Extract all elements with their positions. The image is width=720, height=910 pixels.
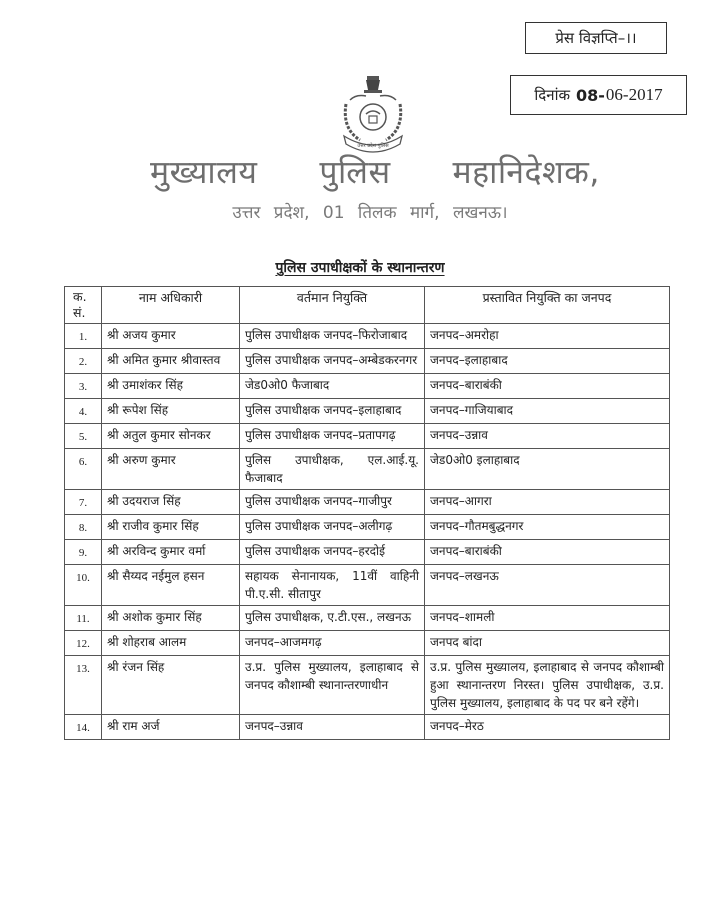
- date-box: [510, 75, 687, 115]
- current-posting-cell: पुलिस उपाधीक्षक, ए.टी.एस., लखनऊ: [240, 606, 425, 631]
- proposed-posting-cell: जनपद–बाराबंकी: [425, 374, 670, 399]
- serial-cell: 5.: [65, 424, 102, 449]
- proposed-posting-cell: जनपद–बाराबंकी: [425, 540, 670, 565]
- proposed-posting-cell: जनपद–शामली: [425, 606, 670, 631]
- proposed-posting-cell: जनपद–उन्नाव: [425, 424, 670, 449]
- table-row: [65, 424, 670, 449]
- date-day: 08-: [576, 85, 605, 105]
- current-posting-cell: पुलिस उपाधीक्षक जनपद–अलीगढ़: [240, 515, 425, 540]
- serial-cell: 11.: [65, 606, 102, 631]
- date-label: दिनांक: [534, 86, 570, 104]
- current-posting-cell: पुलिस उपाधीक्षक जनपद–हरदोई: [240, 540, 425, 565]
- headquarters-address: उत्तर प्रदेश, 01 तिलक मार्ग, लखनऊ।: [232, 203, 508, 223]
- date-rest: 06-2017: [605, 85, 663, 104]
- current-posting-cell: सहायक सेनानायक, 11वीं वाहिनी पी.ए.सी. सीतापुर: [240, 565, 425, 606]
- headquarters-title: [150, 150, 600, 193]
- table-row: [65, 349, 670, 374]
- current-posting-cell: जनपद–उन्नाव: [240, 715, 425, 740]
- table-row: [65, 449, 670, 490]
- hq-word: पुलिस: [319, 153, 391, 191]
- name-cell: श्री उमाशंकर सिंह: [102, 374, 240, 399]
- header-name: नाम अधिकारी: [102, 287, 240, 324]
- name-cell: श्री राम अर्ज: [102, 715, 240, 740]
- transfer-table: [64, 286, 670, 740]
- up-police-emblem-icon: [336, 74, 410, 154]
- header-serial: [65, 287, 102, 324]
- serial-cell: 2.: [65, 349, 102, 374]
- name-cell: श्री शोहराब आलम: [102, 631, 240, 656]
- name-cell: श्री अतुल कुमार सोनकर: [102, 424, 240, 449]
- serial-cell: 8.: [65, 515, 102, 540]
- table-row: [65, 631, 670, 656]
- name-cell: श्री अरुण कुमार: [102, 449, 240, 490]
- serial-cell: 9.: [65, 540, 102, 565]
- serial-cell: 3.: [65, 374, 102, 399]
- header-serial-line2: सं.: [73, 305, 86, 320]
- serial-cell: 6.: [65, 449, 102, 490]
- table-row: [65, 565, 670, 606]
- header-proposed: प्रस्तावित नियुक्ति का जनपद: [425, 287, 670, 324]
- hq-word: महानिदेशक,: [452, 153, 600, 191]
- current-posting-cell: पुलिस उपाधीक्षक जनपद–गाजीपुर: [240, 490, 425, 515]
- table-row: [65, 606, 670, 631]
- proposed-posting-cell: जनपद–आगरा: [425, 490, 670, 515]
- current-posting-cell: जनपद–आजमगढ़: [240, 631, 425, 656]
- current-posting-cell: पुलिस उपाधीक्षक जनपद–इलाहाबाद: [240, 399, 425, 424]
- current-posting-cell: पुलिस उपाधीक्षक जनपद–अम्बेडकरनगर: [240, 349, 425, 374]
- name-cell: श्री राजीव कुमार सिंह: [102, 515, 240, 540]
- serial-cell: 10.: [65, 565, 102, 606]
- proposed-posting-cell: जनपद बांदा: [425, 631, 670, 656]
- header-current: वर्तमान नियुक्ति: [240, 287, 425, 324]
- press-release-label: [525, 22, 667, 54]
- name-cell: श्री सैय्यद नईमुल हसन: [102, 565, 240, 606]
- table-row: [65, 399, 670, 424]
- table-row: [65, 324, 670, 349]
- proposed-posting-cell: जनपद–गौतमबुद्धनगर: [425, 515, 670, 540]
- serial-cell: 13.: [65, 656, 102, 715]
- current-posting-cell: पुलिस उपाधीक्षक, एल.आई.यू. फैजाबाद: [240, 449, 425, 490]
- name-cell: श्री अजय कुमार: [102, 324, 240, 349]
- table-row: [65, 374, 670, 399]
- proposed-posting-cell: जनपद–लखनऊ: [425, 565, 670, 606]
- proposed-posting-cell: उ.प्र. पुलिस मुख्यालय, इलाहाबाद से जनपद कौशाम्बी हुआ स्थानान्तरण निरस्त। पुलिस उपाधीक्षक, उ.प्र. पुलिस मुख्यालय, इलाहाबाद के पद पर बने रहेंगे।: [425, 656, 670, 715]
- proposed-posting-cell: जनपद–इलाहाबाद: [425, 349, 670, 374]
- table-row: [65, 490, 670, 515]
- serial-cell: 12.: [65, 631, 102, 656]
- press-release-text: प्रेस विज्ञप्ति–।।: [555, 29, 637, 47]
- table-row: [65, 715, 670, 740]
- current-posting-cell: पुलिस उपाधीक्षक जनपद–फिरोजाबाद: [240, 324, 425, 349]
- proposed-posting-cell: जनपद–गाजियाबाद: [425, 399, 670, 424]
- proposed-posting-cell: जेड0ओ0 इलाहाबाद: [425, 449, 670, 490]
- header-serial-line1: क.: [73, 289, 87, 304]
- name-cell: श्री अशोक कुमार सिंह: [102, 606, 240, 631]
- document-title: [0, 258, 720, 277]
- name-cell: श्री अरविन्द कुमार वर्मा: [102, 540, 240, 565]
- emblem-text: उत्तर प्रदेश पुलिस: [357, 143, 389, 149]
- current-posting-cell: उ.प्र. पुलिस मुख्यालय, इलाहाबाद से जनपद कौशाम्बी स्थानान्तरणाधीन: [240, 656, 425, 715]
- proposed-posting-cell: जनपद–अमरोहा: [425, 324, 670, 349]
- table-row: [65, 540, 670, 565]
- proposed-posting-cell: जनपद–मेरठ: [425, 715, 670, 740]
- table-row: [65, 515, 670, 540]
- serial-cell: 7.: [65, 490, 102, 515]
- serial-cell: 1.: [65, 324, 102, 349]
- table-header-row: [65, 287, 670, 324]
- current-posting-cell: पुलिस उपाधीक्षक जनपद–प्रतापगढ़: [240, 424, 425, 449]
- serial-cell: 4.: [65, 399, 102, 424]
- current-posting-cell: जेड0ओ0 फैजाबाद: [240, 374, 425, 399]
- serial-cell: 14.: [65, 715, 102, 740]
- name-cell: श्री रूपेश सिंह: [102, 399, 240, 424]
- name-cell: श्री अमित कुमार श्रीवास्तव: [102, 349, 240, 374]
- name-cell: श्री रंजन सिंह: [102, 656, 240, 715]
- name-cell: श्री उदयराज सिंह: [102, 490, 240, 515]
- hq-word: मुख्यालय: [150, 153, 258, 191]
- table-row: [65, 656, 670, 715]
- document-title-text: पुलिस उपाधीक्षकों के स्थानान्तरण: [275, 260, 445, 276]
